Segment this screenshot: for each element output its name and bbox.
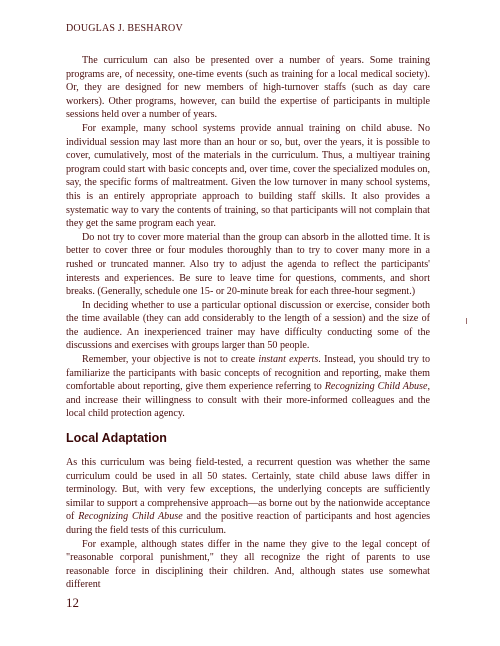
- paragraph-local-adaptation: [66, 456, 430, 538]
- text-span: , and increase their willingness to consult with their more-informed colleagues and the local child protection agency.: [66, 381, 430, 420]
- paragraph: For example, although states differ in the name they give to the legal concept of "reasonable corporal punishment," they all recognize the right of parents to use reasonable force in disciplining their children. And, although states use somewhat different: [66, 538, 430, 591]
- book-title: Recognizing Child Abuse: [78, 511, 183, 523]
- emphasis-instant-experts: instant experts: [258, 354, 319, 366]
- paragraph: The curriculum can also be presented over a number of years. Some training programs are, of necessity, one-time events (such as training for a local medical society). Or, they are designed for new members of high-turnover staffs (such as day care workers). Other programs, however, can build the expertise of participants in multiple sessions held over a number of years.: [66, 55, 430, 121]
- paragraph: Do not try to cover more material than the group can absorb in the allotted time. It is better to cover three or four modules thoroughly than to try to cover many more in a rushed or truncated manner. Also try to adjust the agenda to reflect the participants' interests and experiences. Be sure to leave time for questions, comments, and short breaks. (Generally, schedule one 15- or 20-minute break for each three-hour segment.): [66, 231, 430, 298]
- book-title: Recognizing Child Abuse: [324, 381, 428, 393]
- paragraph-remember: [66, 353, 430, 421]
- margin-mark: [466, 318, 467, 324]
- paragraph: In deciding whether to use a particular optional discussion or exercise, consider both the time available (they can add considerably to the length of a session) and the size of the audience. An inexperienced trainer may have difficulty conducting some of the discussions and exercises with groups larger than 50 people.: [66, 299, 430, 352]
- text-span: As this curriculum was being field-tested, a recurrent question was whether the same curriculum could be used in all 50 states. Certainly, state child abuse laws differ in terminology. But, with very few exceptions, the underlying concepts are sufficiently similar to support a comprehensive approach—as borne out by the nationwide acceptance of: [66, 457, 430, 523]
- running-head: DOUGLAS J. BESHAROV: [66, 23, 183, 34]
- body-text: [66, 54, 430, 592]
- page-number: 12: [66, 595, 79, 610]
- paragraph: For example, many school systems provide annual training on child abuse. No individual session may last more than an hour or so, but, over the years, it is possible to cover, cumulatively, most of the materials in the curriculum. Thus, a multiyear training program could start with basic concepts and, over time, cover the specialized modules on, say, the specific forms of maltreatment. Given the low turnover in many school systems, this is an entirely appropriate approach to building staff skills. It also provides a systematic way to vary the contents of training, so that participants will not complain that they get the same program each year.: [66, 122, 430, 230]
- section-heading: Local Adaptation: [66, 431, 167, 446]
- text-span: Remember, your objective is not to create: [82, 354, 259, 366]
- text-span: and the positive reaction of participants and host agencies during the field tests of this curriculum.: [66, 511, 431, 536]
- text-span: . Instead, you should try to familiarize the participants with basic concepts of recognition and reporting, make them comfortable about reporting, give them experience referring to: [66, 354, 430, 393]
